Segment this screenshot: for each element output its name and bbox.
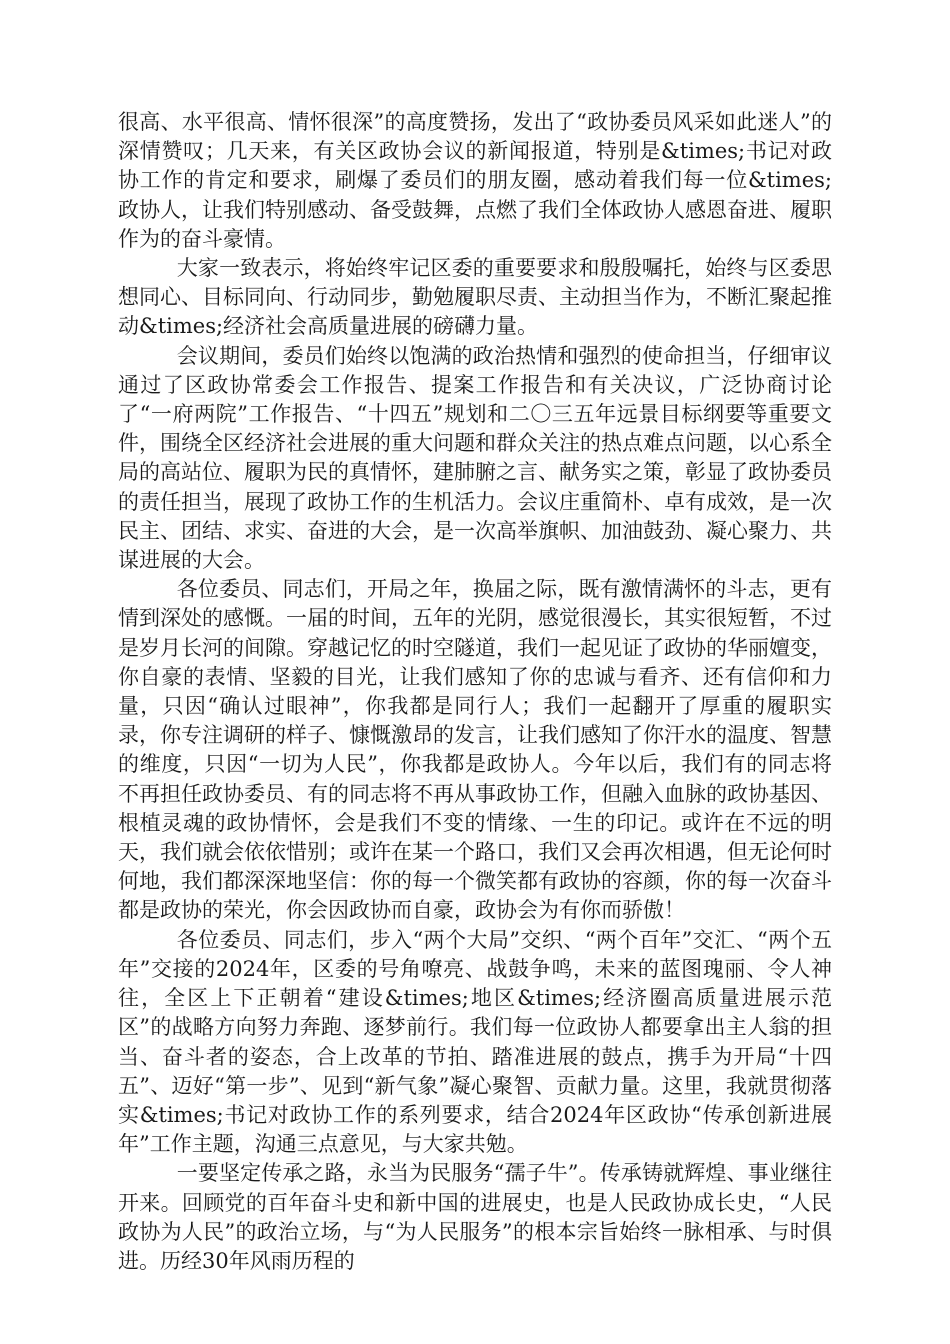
paragraph-point-one: 一要坚定传承之路，永当为民服务“孺子牛”。传承铸就辉煌、事业继往开来。回顾党的百年奋斗史和新中国的进展史，也是人民政协成长史，“人民政协为人民”的政治立场，与“为人民服务”的根本宗旨始终一脉相承、与时俱进。历经30年风雨历程的 bbox=[118, 1161, 832, 1273]
paragraph-outlook: 各位委员、同志们，步入“两个大局”交织、“两个百年”交汇、“两个五年”交接的2024年，区委的号角嘹亮、战鼓争鸣，未来的蓝图瑰丽、令人神往，全区上下正朝着“建设&times;地区&times;经济圈高质量进展示范区”的战略方向努力奔跑、逐梦前行。我们每一位政协人都要拿出主人翁的担当、奋斗者的姿态，合上改革的节拍、踏准进展的鼓点，携手为开局“十四五”、迈好“第一步”、见到“新气象”凝心聚智、贡献力量。这里，我就贯彻落实&times;书记对政协工作的系列要求，结合2024年区政协“传承创新进展年”工作主题，沟通三点意见，与大家共勉。 bbox=[118, 927, 832, 1157]
paragraph-consensus: 大家一致表示，将始终牢记区委的重要要求和殷殷嘱托，始终与区委思想同心、目标同向、行动同步，勤勉履职尽责、主动担当作为，不断汇聚起推动&times;经济社会高质量进展的磅礴力量。 bbox=[118, 256, 832, 339]
paragraph-continuation: 很高、水平很高、情怀很深”的高度赞扬，发出了“政协委员风采如此迷人”的深情赞叹；几天来，有关区政协会议的新闻报道，特别是&times;书记对政协工作的肯定和要求，刷爆了委员们的朋友圈，感动着我们每一位&times;政协人，让我们特别感动、备受鼓舞，点燃了我们全体政协人感恩奋进、履职作为的奋斗豪情。 bbox=[118, 110, 832, 251]
paragraph-meeting-review: 会议期间，委员们始终以饱满的政治热情和强烈的使命担当，仔细审议通过了区政协常委会工作报告、提案工作报告和有关决议，广泛协商讨论了“一府两院”工作报告、“十四五”规划和二〇三五年远景目标纲要等重要文件，围绕全区经济社会进展的重大问题和群众关注的热点难点问题，以心系全局的高站位、履职为民的真情怀，建肺腑之言、献务实之策，彰显了政协委员的责任担当，展现了政协工作的生机活力。会议庄重简朴、卓有成效，是一次民主、团结、求实、奋进的大会，是一次高举旗帜、加油鼓劲、凝心聚力、共谋进展的大会。 bbox=[118, 343, 832, 573]
document-page bbox=[118, 108, 832, 1276]
paragraph-reflection: 各位委员、同志们，开局之年，换届之际，既有激情满怀的斗志，更有情到深处的感慨。一届的时间，五年的光阴，感觉很漫长，其实很短暂，不过是岁月长河的间隙。穿越记忆的时空隧道，我们一起见证了政协的华丽嬗变，你自豪的表情、坚毅的目光，让我们感知了你的忠诚与看齐、还有信仰和力量，只因“确认过眼神”，你我都是同行人；我们一起翻开了厚重的履职实录，你专注调研的样子、慷慨激昂的发言，让我们感知了你汗水的温度、智慧的维度，只因“一切为人民”，你我都是政协人。今年以后，我们有的同志将不再担任政协委员、有的同志将不再从事政协工作，但融入血脉的政协基因、根植灵魂的政协情怀，会是我们不变的情缘、一生的印记。或许在不远的明天，我们就会依依惜别；或许在某一个路口，我们又会再次相遇，但无论何时何地，我们都深深地坚信：你的每一个微笑都有政协的容颜，你的每一次奋斗都是政协的荣光，你会因政协而自豪，政协会为有你而骄傲！ bbox=[118, 577, 832, 923]
